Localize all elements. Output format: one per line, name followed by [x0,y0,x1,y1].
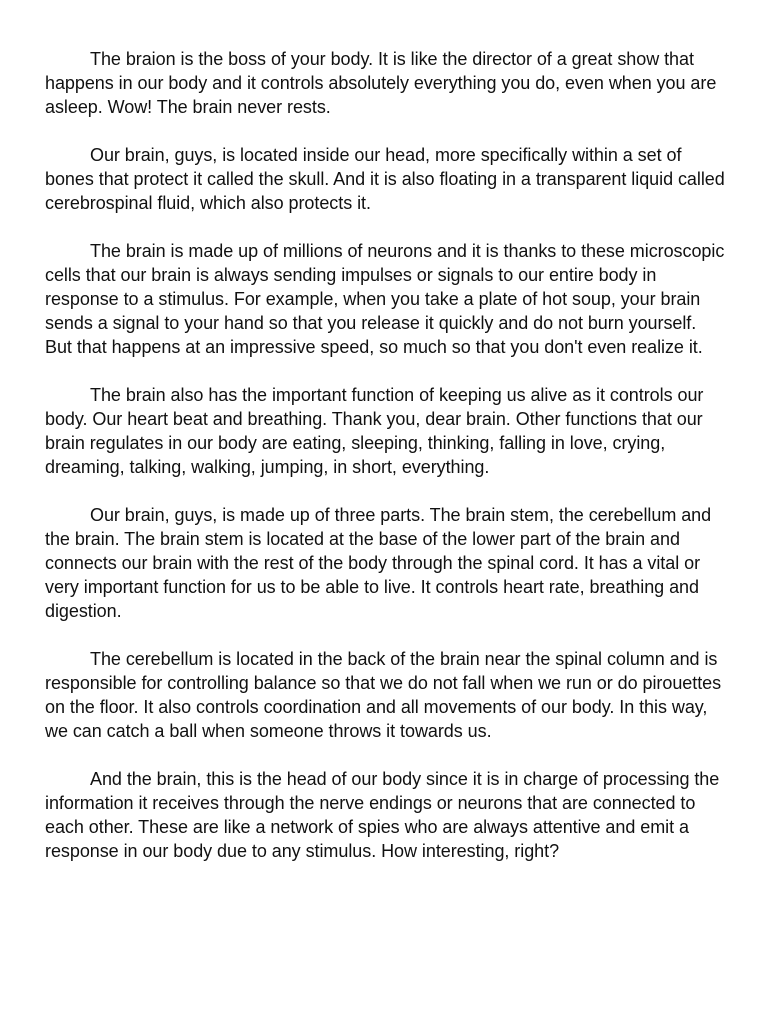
paragraph-3: The brain is made up of millions of neurons and it is thanks to these microscopic cells that our brain is always sending impulses or signals to our entire body in response to a stimulus. For example, when you take a plate of hot soup, your brain sends a signal to your hand so that you release it quickly and do not burn yourself. But that happens at an impressive speed, so much so that you don't even realize it. [45,241,725,357]
paragraph-4: The brain also has the important function of keeping us alive as it controls our body. Our heart beat and breathing. Thank you, dear brain. Other functions that our brain regulates in our body are eating, sleeping, thinking, falling in love, crying, dreaming, talking, walking, jumping, in short, everything. [45,385,704,477]
paragraph-5: Our brain, guys, is made up of three parts. The brain stem, the cerebellum and the brain. The brain stem is located at the base of the lower part of the brain and connects our brain with the rest of the body through the spinal cord. It has a vital or very important function for us to be able to live. It controls heart rate, breathing and digestion. [45,505,712,621]
paragraph-2: Our brain, guys, is located inside our head, more specifically within a set of bones that protect it called the skull. And it is also floating in a transparent liquid called cerebrospinal fluid, which also protects it. [45,145,725,213]
paragraph-6: The cerebellum is located in the back of the brain near the spinal column and is responsible for controlling balance so that we do not fall when we run or do pirouettes on the floor. It also controls coordination and all movements of our body. In this way, we can catch a ball when someone throws it towards us. [45,649,722,741]
paragraph-7: And the brain, this is the head of our body since it is in charge of processing the information it receives through the nerve endings or neurons that are connected to each other. These are like a network of spies who are always attentive and emit a response in our body due to any stimulus. How interesting, right? [45,769,720,861]
paragraph-1: The braion is the boss of your body. It is like the director of a great show that happens in our body and it controls absolutely everything you do, even when you are asleep. Wow! The brain never rests. [45,49,717,117]
